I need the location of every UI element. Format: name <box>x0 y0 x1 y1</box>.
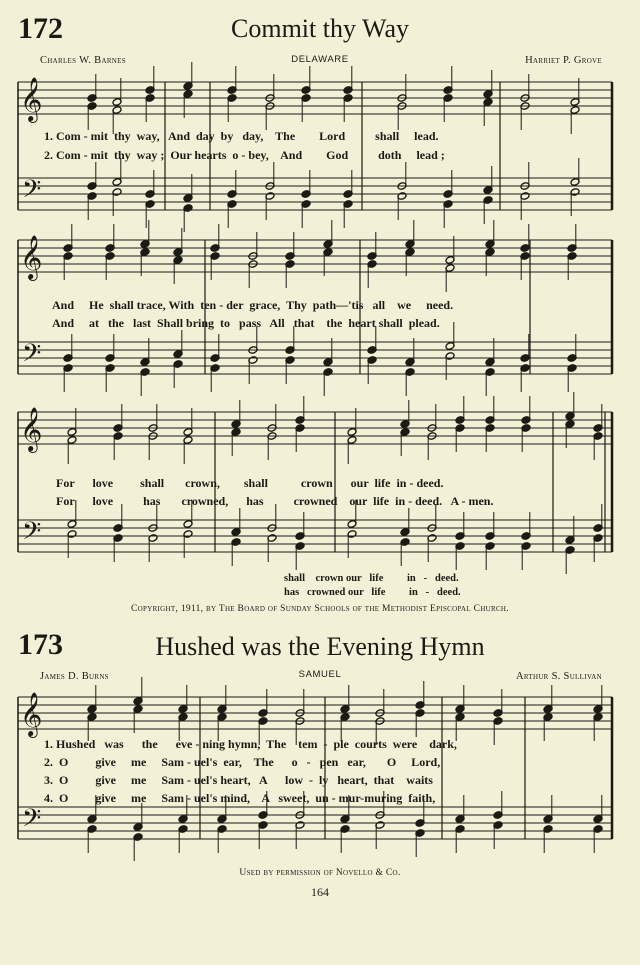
lyric-173-verse-4: 4. O give me Sam - uel's mind, A sweet, un - mur-muring faith, <box>44 791 436 805</box>
composer-173: Arthur S. Sullivan <box>515 671 602 682</box>
bass-clef: 𝄢 <box>22 517 42 552</box>
lyric-173-verse-3: 3. O give me Sam - uel's heart, A low - ly heart, that waits <box>44 773 433 787</box>
lyric-line-3-verse-1: For love shall crown, shall crown our life in - deed. <box>56 476 444 490</box>
tune-name-172: DELAWARE <box>291 54 349 65</box>
tune-name-173: SAMUEL <box>298 669 342 680</box>
composer-172: Harriet P. Grove <box>525 55 602 66</box>
page-number: 164 <box>311 885 329 899</box>
hymn-number-173: 173 <box>18 628 63 661</box>
lyric-line-1-verse-2: 2. Com - mit thy way ; Our hearts o - bey, And God doth lead ; <box>44 148 445 162</box>
treble-clef: 𝄞 <box>20 407 43 451</box>
lyric-line-2-verse-1: And He shall trace, With ten - der grace, Thy path—'tis all we need. <box>52 298 454 312</box>
hymn-title-173: Hushed was the Evening Hymn <box>155 632 485 661</box>
bass-clef: 𝄢 <box>22 804 42 839</box>
permission-notice: Used by permission of Novello & Co. <box>239 868 401 878</box>
lyric-173-verse-2: 2. O give me Sam - uel's ear, The o - pen ear, O Lord, <box>44 755 441 769</box>
author-173: James D. Burns <box>40 671 109 682</box>
author-172: Charles W. Barnes <box>40 55 126 66</box>
hymn-number-172: 172 <box>18 12 63 45</box>
treble-clef: 𝄞 <box>20 77 43 121</box>
lyric-line-1-verse-1: 1. Com - mit thy way, And day by day, The Lord shall lead. <box>44 129 439 143</box>
bass-clef: 𝄢 <box>22 339 42 374</box>
copyright-notice: Copyright, 1911, by The Board of Sunday Schools of the Methodist Episcopal Church. <box>131 604 509 614</box>
treble-clef: 𝄞 <box>20 692 43 736</box>
lyric-line-2-verse-2: And at the last Shall bring to pass All that the heart shall plead. <box>52 316 440 330</box>
lyric-line-3-verse-2: For love has crowned, has crowned our life in - deed. A - men. <box>56 494 494 508</box>
treble-clef: 𝄞 <box>20 235 43 279</box>
bass-lyric-verse-1: shall crown our life in - deed. <box>284 573 459 584</box>
hymn-title-172: Commit thy Way <box>231 14 409 43</box>
bass-clef: 𝄢 <box>22 175 42 210</box>
lyric-173-verse-1: 1. Hushed was the eve - ning hymn, The tem - ple courts were dark, <box>44 737 457 751</box>
bass-lyric-verse-2: has crowned our life in - deed. <box>284 587 461 598</box>
